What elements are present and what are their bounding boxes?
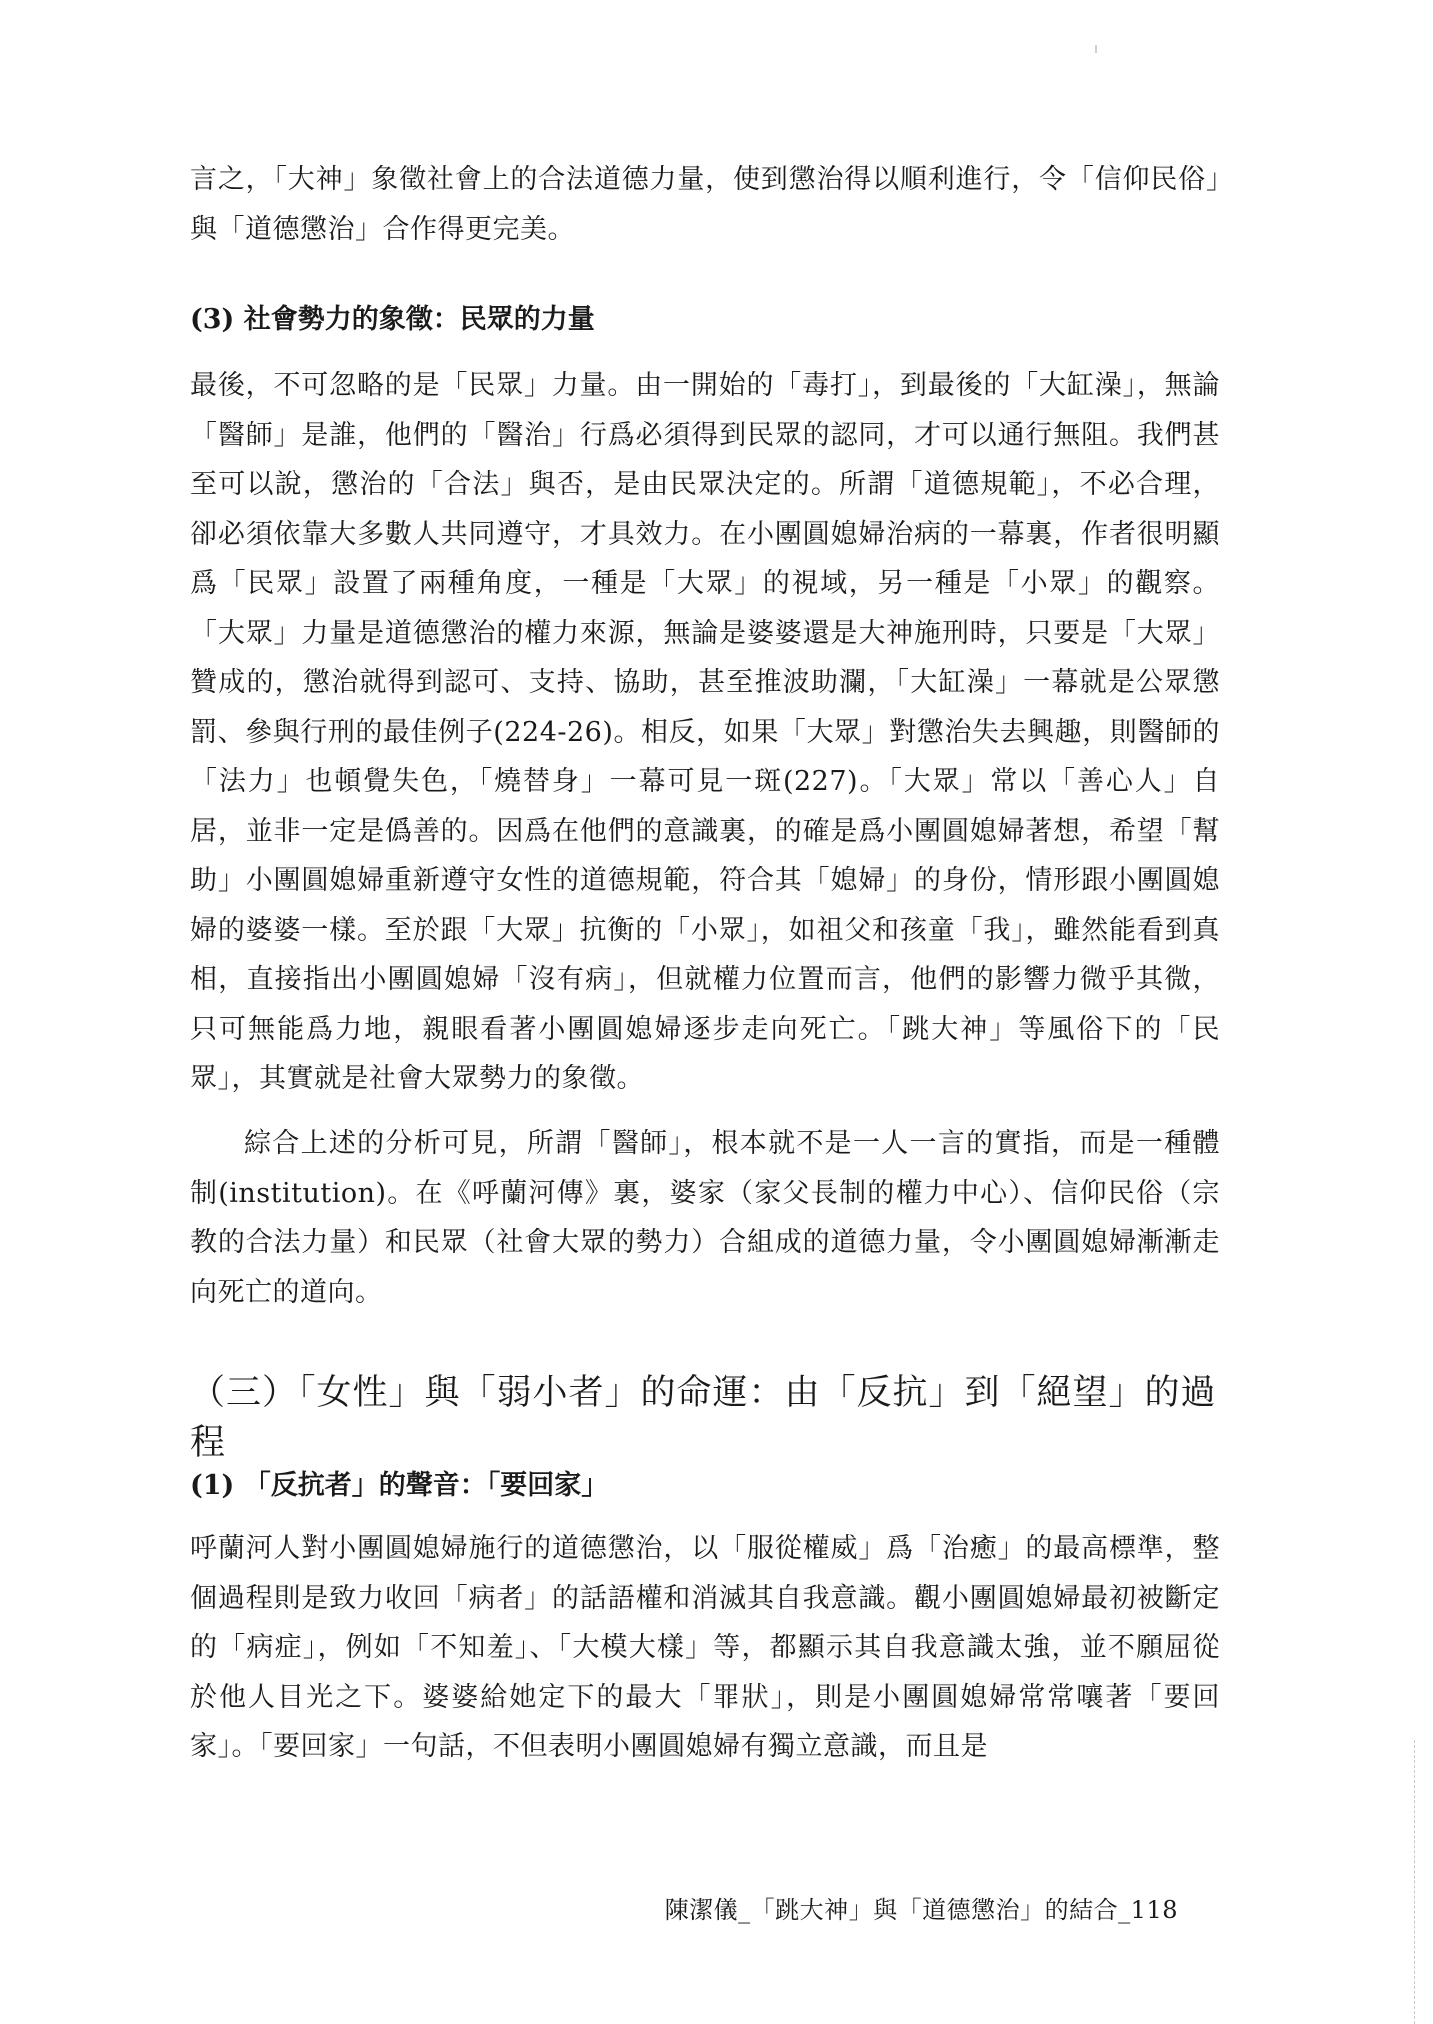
- subheading-resister: [190, 1466, 1220, 1506]
- scan-mark: [1095, 45, 1097, 53]
- subheading-text: (1) 「反抗者」的聲音：「要回家」: [190, 1470, 609, 1501]
- subheading-social-power: [190, 300, 1220, 340]
- section-title: [190, 1368, 1220, 1468]
- scan-edge-line: [1414, 1740, 1415, 2024]
- paragraph-summary: [190, 1119, 1220, 1317]
- paragraph-text: 綜合上述的分析可見，所謂「醫師」，根本就不是一人一言的實指，而是一種體制(institution)。在《呼蘭河傳》裏，婆家（家父長制的權力中心）、信仰民俗（宗教的合法力量）和民眾（社會大眾的勢力）合組成的道德力量，令小團圓媳婦漸漸走向死亡的道向。: [190, 1128, 1220, 1308]
- paragraph-continuation: [190, 155, 1220, 254]
- paragraph-text: 最後，不可忽略的是「民眾」力量。由一開始的「毒打」，到最後的「大缸澡」，無論「醫師」是誰，他們的「醫治」行爲必須得到民眾的認同，才可以通行無阻。我們甚至可以說，懲治的「合法」與否，是由民眾決定的。所謂「道德規範」，不必合理，卻必須依靠大多數人共同遵守，才具效力。在小團圓媳婦治病的一幕裏，作者很明顯爲「民眾」設置了兩種角度，一種是「大眾」的視域，另一種是「小眾」的觀察。「大眾」力量是道德懲治的權力來源，無論是婆婆還是大神施刑時，只要是「大眾」贊成的，懲治就得到認可、支持、協助，甚至推波助瀾，「大缸澡」一幕就是公眾懲罰、參與行刑的最佳例子(224-26)。相反，如果「大眾」對懲治失去興趣，則醫師的「法力」也頓覺失色，「燒替身」一幕可見一斑(227)。「大眾」常以「善心人」自居，並非一定是僞善的。因爲在他們的意識裏，的確是爲小團圓媳婦著想，希望「幫助」小團圓媳婦重新遵守女性的道德規範，符合其「媳婦」的身份，情形跟小團圓媳婦的婆婆一樣。至於跟「大眾」抗衡的「小眾」，如祖父和孩童「我」，雖然能看到真相，直接指出小團圓媳婦「沒有病」，但就權力位置而言，他們的影響力微乎其微，只可無能爲力地，親眼看著小團圓媳婦逐步走向死亡。「跳大神」等風俗下的「民眾」，其實就是社會大眾勢力的象徵。: [190, 370, 1220, 1094]
- paragraph-go-home: [190, 1524, 1220, 1772]
- paragraph-text: 呼蘭河人對小團圓媳婦施行的道德懲治，以「服從權威」爲「治癒」的最高標準，整個過程則是致力收回「病者」的話語權和消滅其自我意識。觀小團圓媳婦最初被斷定的「病症」，例如「不知羞」、「大模大樣」等，都顯示其自我意識太強，並不願屈從於他人目光之下。婆婆給她定下的最大「罪狀」，則是小團圓媳婦常常嚷著「要回家」。「要回家」一句話，不但表明小團圓媳婦有獨立意識，而且是: [190, 1533, 1220, 1762]
- section-title-text: （三）「女性」與「弱小者」的命運：由「反抗」到「絕望」的過程: [190, 1373, 1217, 1463]
- page-footer: 陳潔儀_「跳大神」與「道德懲治」的結合_118: [664, 1896, 1178, 1924]
- paragraph-public-power: [190, 361, 1220, 1104]
- paragraph-text: 言之，「大神」象徵社會上的合法道德力量，使到懲治得以順利進行，令「信仰民俗」與「道德懲治」合作得更完美。: [190, 164, 1220, 245]
- subheading-text: (3) 社會勢力的象徵：民眾的力量: [190, 304, 595, 335]
